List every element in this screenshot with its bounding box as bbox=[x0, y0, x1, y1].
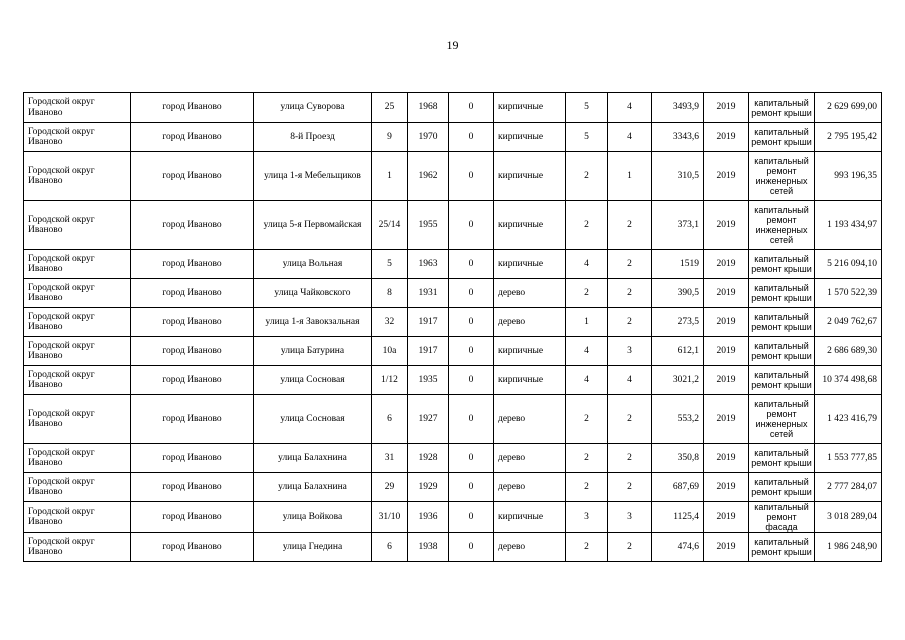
cell-wall-material: кирпичные bbox=[494, 250, 566, 279]
cell-district: Городской округ Иваново bbox=[24, 337, 131, 366]
cell-plan-year: 2019 bbox=[704, 201, 749, 250]
cell-year-built: 1929 bbox=[408, 473, 449, 502]
cell-street: улица Войкова bbox=[254, 502, 372, 533]
cell-street: улица Вольная bbox=[254, 250, 372, 279]
cell-plan-year: 2019 bbox=[704, 533, 749, 562]
cell-year-built: 1938 bbox=[408, 533, 449, 562]
cell-year-repair: 0 bbox=[449, 308, 494, 337]
table-row bbox=[24, 533, 882, 562]
cell-house: 1/12 bbox=[372, 366, 408, 395]
cell-entrances: 2 bbox=[608, 250, 652, 279]
cell-year-built: 1962 bbox=[408, 152, 449, 201]
cell-district: Городской округ Иваново bbox=[24, 93, 131, 123]
cell-wall-material: дерево bbox=[494, 308, 566, 337]
cell-cost: 2 795 195,42 bbox=[815, 123, 882, 152]
cell-plan-year: 2019 bbox=[704, 152, 749, 201]
cell-city: город Иваново bbox=[131, 444, 254, 473]
cell-year-repair: 0 bbox=[449, 93, 494, 123]
table-row bbox=[24, 337, 882, 366]
cell-area: 273,5 bbox=[652, 308, 704, 337]
cell-year-built: 1955 bbox=[408, 201, 449, 250]
cell-area: 350,8 bbox=[652, 444, 704, 473]
cell-street: 8-й Проезд bbox=[254, 123, 372, 152]
repair-register-table bbox=[23, 92, 882, 562]
cell-year-repair: 0 bbox=[449, 473, 494, 502]
cell-year-built: 1936 bbox=[408, 502, 449, 533]
cell-entrances: 4 bbox=[608, 93, 652, 123]
cell-city: город Иваново bbox=[131, 250, 254, 279]
cell-city: город Иваново bbox=[131, 93, 254, 123]
cell-street: улица 1-я Мебельщиков bbox=[254, 152, 372, 201]
cell-work-type: капитальный ремонт крыши bbox=[749, 93, 815, 123]
cell-year-built: 1970 bbox=[408, 123, 449, 152]
table-row bbox=[24, 366, 882, 395]
cell-work-type: капитальный ремонт крыши bbox=[749, 533, 815, 562]
cell-work-type: капитальный ремонт крыши bbox=[749, 444, 815, 473]
cell-house: 29 bbox=[372, 473, 408, 502]
cell-entrances: 4 bbox=[608, 123, 652, 152]
table-row bbox=[24, 279, 882, 308]
cell-house: 1 bbox=[372, 152, 408, 201]
cell-house: 6 bbox=[372, 533, 408, 562]
table-row bbox=[24, 473, 882, 502]
cell-year-built: 1928 bbox=[408, 444, 449, 473]
cell-cost: 10 374 498,68 bbox=[815, 366, 882, 395]
cell-street: улица Сосновая bbox=[254, 366, 372, 395]
cell-floors: 2 bbox=[566, 395, 608, 444]
cell-work-type: капитальный ремонт инженерных сетей bbox=[749, 395, 815, 444]
cell-cost: 1 553 777,85 bbox=[815, 444, 882, 473]
cell-area: 373,1 bbox=[652, 201, 704, 250]
cell-cost: 1 986 248,90 bbox=[815, 533, 882, 562]
table-row bbox=[24, 444, 882, 473]
cell-year-built: 1935 bbox=[408, 366, 449, 395]
cell-floors: 5 bbox=[566, 123, 608, 152]
cell-district: Городской округ Иваново bbox=[24, 201, 131, 250]
cell-year-repair: 0 bbox=[449, 250, 494, 279]
cell-district: Городской округ Иваново bbox=[24, 279, 131, 308]
cell-work-type: капитальный ремонт крыши bbox=[749, 473, 815, 502]
cell-floors: 4 bbox=[566, 366, 608, 395]
cell-work-type: капитальный ремонт крыши bbox=[749, 123, 815, 152]
cell-year-built: 1931 bbox=[408, 279, 449, 308]
cell-street: улица Балахнина bbox=[254, 444, 372, 473]
cell-year-repair: 0 bbox=[449, 395, 494, 444]
cell-area: 553,2 bbox=[652, 395, 704, 444]
cell-cost: 2 686 689,30 bbox=[815, 337, 882, 366]
cell-plan-year: 2019 bbox=[704, 123, 749, 152]
cell-entrances: 2 bbox=[608, 533, 652, 562]
cell-plan-year: 2019 bbox=[704, 250, 749, 279]
cell-entrances: 2 bbox=[608, 444, 652, 473]
cell-cost: 1 423 416,79 bbox=[815, 395, 882, 444]
cell-district: Городской округ Иваново bbox=[24, 123, 131, 152]
cell-city: город Иваново bbox=[131, 152, 254, 201]
cell-entrances: 2 bbox=[608, 308, 652, 337]
cell-work-type: капитальный ремонт инженерных сетей bbox=[749, 152, 815, 201]
cell-work-type: капитальный ремонт крыши bbox=[749, 250, 815, 279]
cell-plan-year: 2019 bbox=[704, 279, 749, 308]
cell-cost: 5 216 094,10 bbox=[815, 250, 882, 279]
cell-street: улица 1-я Завокзальная bbox=[254, 308, 372, 337]
cell-street: улица Сосновая bbox=[254, 395, 372, 444]
cell-area: 1125,4 bbox=[652, 502, 704, 533]
cell-plan-year: 2019 bbox=[704, 93, 749, 123]
cell-wall-material: кирпичные bbox=[494, 337, 566, 366]
cell-district: Городской округ Иваново bbox=[24, 444, 131, 473]
cell-street: улица Суворова bbox=[254, 93, 372, 123]
cell-area: 390,5 bbox=[652, 279, 704, 308]
cell-city: город Иваново bbox=[131, 123, 254, 152]
cell-city: город Иваново bbox=[131, 395, 254, 444]
cell-street: улица Батурина bbox=[254, 337, 372, 366]
cell-district: Городской округ Иваново bbox=[24, 366, 131, 395]
cell-floors: 4 bbox=[566, 250, 608, 279]
cell-area: 612,1 bbox=[652, 337, 704, 366]
cell-wall-material: дерево bbox=[494, 444, 566, 473]
cell-city: город Иваново bbox=[131, 337, 254, 366]
cell-house: 25 bbox=[372, 93, 408, 123]
cell-street: улица Чайковского bbox=[254, 279, 372, 308]
cell-floors: 4 bbox=[566, 337, 608, 366]
cell-year-repair: 0 bbox=[449, 123, 494, 152]
cell-district: Городской округ Иваново bbox=[24, 152, 131, 201]
cell-year-built: 1968 bbox=[408, 93, 449, 123]
cell-entrances: 3 bbox=[608, 337, 652, 366]
cell-entrances: 2 bbox=[608, 279, 652, 308]
cell-plan-year: 2019 bbox=[704, 366, 749, 395]
cell-plan-year: 2019 bbox=[704, 337, 749, 366]
cell-entrances: 3 bbox=[608, 502, 652, 533]
cell-work-type: капитальный ремонт инженерных сетей bbox=[749, 201, 815, 250]
cell-house: 6 bbox=[372, 395, 408, 444]
cell-house: 8 bbox=[372, 279, 408, 308]
cell-area: 3021,2 bbox=[652, 366, 704, 395]
cell-wall-material: кирпичные bbox=[494, 93, 566, 123]
cell-city: город Иваново bbox=[131, 308, 254, 337]
cell-wall-material: кирпичные bbox=[494, 201, 566, 250]
cell-area: 3493,9 bbox=[652, 93, 704, 123]
cell-year-built: 1917 bbox=[408, 308, 449, 337]
table-row bbox=[24, 93, 882, 123]
cell-house: 31/10 bbox=[372, 502, 408, 533]
cell-city: город Иваново bbox=[131, 366, 254, 395]
cell-city: город Иваново bbox=[131, 201, 254, 250]
cell-entrances: 4 bbox=[608, 366, 652, 395]
cell-floors: 2 bbox=[566, 201, 608, 250]
cell-area: 3343,6 bbox=[652, 123, 704, 152]
cell-work-type: капитальный ремонт крыши bbox=[749, 337, 815, 366]
cell-year-built: 1917 bbox=[408, 337, 449, 366]
cell-work-type: капитальный ремонт крыши bbox=[749, 366, 815, 395]
cell-house: 9 bbox=[372, 123, 408, 152]
cell-year-repair: 0 bbox=[449, 201, 494, 250]
cell-year-repair: 0 bbox=[449, 533, 494, 562]
cell-cost: 993 196,35 bbox=[815, 152, 882, 201]
cell-street: улица 5-я Первомайская bbox=[254, 201, 372, 250]
cell-plan-year: 2019 bbox=[704, 502, 749, 533]
table-row bbox=[24, 123, 882, 152]
cell-entrances: 2 bbox=[608, 473, 652, 502]
cell-cost: 2 629 699,00 bbox=[815, 93, 882, 123]
cell-district: Городской округ Иваново bbox=[24, 473, 131, 502]
cell-street: улица Балахнина bbox=[254, 473, 372, 502]
cell-year-built: 1927 bbox=[408, 395, 449, 444]
cell-area: 1519 bbox=[652, 250, 704, 279]
cell-year-repair: 0 bbox=[449, 337, 494, 366]
cell-cost: 2 777 284,07 bbox=[815, 473, 882, 502]
cell-floors: 3 bbox=[566, 502, 608, 533]
cell-year-repair: 0 bbox=[449, 152, 494, 201]
cell-area: 687,69 bbox=[652, 473, 704, 502]
cell-district: Городской округ Иваново bbox=[24, 308, 131, 337]
cell-entrances: 2 bbox=[608, 201, 652, 250]
cell-district: Городской округ Иваново bbox=[24, 533, 131, 562]
cell-house: 31 bbox=[372, 444, 408, 473]
cell-year-repair: 0 bbox=[449, 502, 494, 533]
cell-house: 5 bbox=[372, 250, 408, 279]
cell-year-built: 1963 bbox=[408, 250, 449, 279]
table-row bbox=[24, 502, 882, 533]
cell-year-repair: 0 bbox=[449, 279, 494, 308]
cell-plan-year: 2019 bbox=[704, 444, 749, 473]
cell-wall-material: дерево bbox=[494, 279, 566, 308]
cell-wall-material: дерево bbox=[494, 395, 566, 444]
cell-wall-material: кирпичные bbox=[494, 152, 566, 201]
cell-floors: 2 bbox=[566, 444, 608, 473]
table-body bbox=[24, 93, 882, 562]
cell-district: Городской округ Иваново bbox=[24, 250, 131, 279]
cell-plan-year: 2019 bbox=[704, 308, 749, 337]
cell-floors: 5 bbox=[566, 93, 608, 123]
cell-cost: 3 018 289,04 bbox=[815, 502, 882, 533]
table-row bbox=[24, 308, 882, 337]
cell-district: Городской округ Иваново bbox=[24, 395, 131, 444]
cell-floors: 2 bbox=[566, 533, 608, 562]
table-row bbox=[24, 250, 882, 279]
cell-plan-year: 2019 bbox=[704, 473, 749, 502]
cell-work-type: капитальный ремонт крыши bbox=[749, 308, 815, 337]
table-row bbox=[24, 395, 882, 444]
cell-year-repair: 0 bbox=[449, 366, 494, 395]
cell-work-type: капитальный ремонт крыши bbox=[749, 279, 815, 308]
cell-wall-material: кирпичные bbox=[494, 502, 566, 533]
cell-entrances: 2 bbox=[608, 395, 652, 444]
cell-wall-material: кирпичные bbox=[494, 123, 566, 152]
cell-cost: 1 193 434,97 bbox=[815, 201, 882, 250]
cell-area: 310,5 bbox=[652, 152, 704, 201]
cell-city: город Иваново bbox=[131, 502, 254, 533]
cell-house: 25/14 bbox=[372, 201, 408, 250]
cell-street: улица Гнедина bbox=[254, 533, 372, 562]
cell-city: город Иваново bbox=[131, 279, 254, 308]
cell-area: 474,6 bbox=[652, 533, 704, 562]
cell-cost: 2 049 762,67 bbox=[815, 308, 882, 337]
cell-city: город Иваново bbox=[131, 473, 254, 502]
cell-floors: 1 bbox=[566, 308, 608, 337]
cell-house: 10а bbox=[372, 337, 408, 366]
cell-work-type: капитальный ремонт фасада bbox=[749, 502, 815, 533]
cell-wall-material: дерево bbox=[494, 473, 566, 502]
cell-entrances: 1 bbox=[608, 152, 652, 201]
cell-floors: 2 bbox=[566, 279, 608, 308]
cell-wall-material: дерево bbox=[494, 533, 566, 562]
cell-plan-year: 2019 bbox=[704, 395, 749, 444]
cell-wall-material: кирпичные bbox=[494, 366, 566, 395]
table-row bbox=[24, 201, 882, 250]
cell-year-repair: 0 bbox=[449, 444, 494, 473]
cell-floors: 2 bbox=[566, 152, 608, 201]
cell-city: город Иваново bbox=[131, 533, 254, 562]
cell-district: Городской округ Иваново bbox=[24, 502, 131, 533]
cell-floors: 2 bbox=[566, 473, 608, 502]
cell-cost: 1 570 522,39 bbox=[815, 279, 882, 308]
cell-house: 32 bbox=[372, 308, 408, 337]
page-number: 19 bbox=[446, 38, 459, 52]
table-row bbox=[24, 152, 882, 201]
